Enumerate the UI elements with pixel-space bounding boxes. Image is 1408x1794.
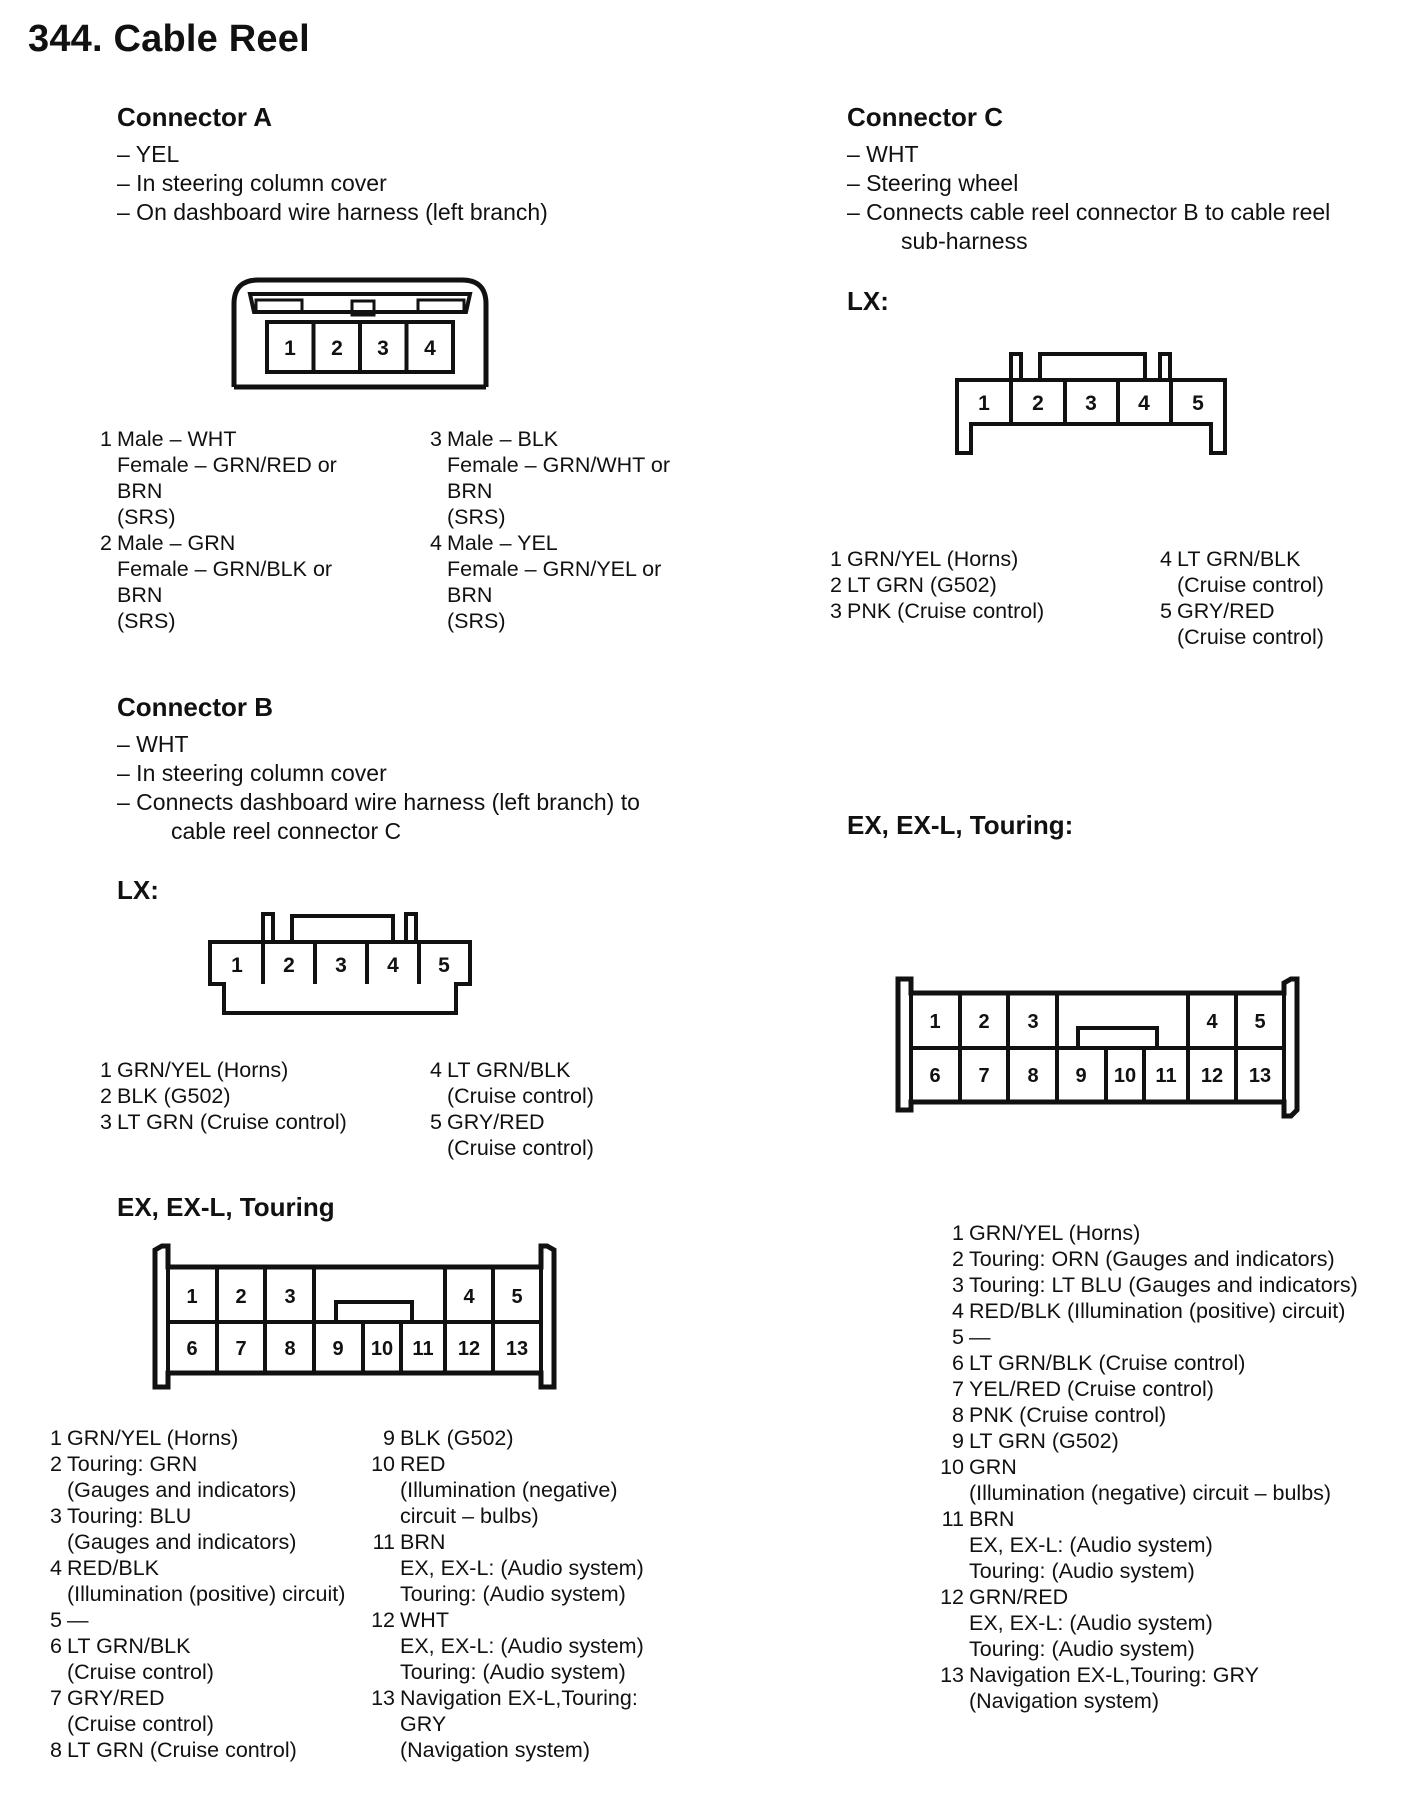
connector-b-heading: Connector B bbox=[117, 692, 273, 722]
pin-number: 1 bbox=[830, 547, 842, 571]
pin-row bbox=[931, 1298, 1358, 1324]
pin-description: Touring: LT BLU (Gauges and indicators) bbox=[969, 1273, 1358, 1297]
pin-number-label: 2 bbox=[331, 337, 343, 360]
connector-b-lx-diagram bbox=[208, 910, 483, 1020]
pin-description: GRN/RED EX, EX-L: (Audio system) Touring: (Audio system) bbox=[969, 1585, 1213, 1661]
connector-b-ex-pins-right bbox=[362, 1425, 644, 1763]
pin-number-label: 1 bbox=[284, 337, 296, 360]
pin-description: RED/BLK (Illumination (positive) circuit) bbox=[67, 1556, 346, 1606]
pin-number-label: 5 bbox=[438, 954, 450, 977]
pin-row bbox=[40, 1451, 345, 1503]
connector-c-lx-pins-left bbox=[820, 546, 1044, 624]
connector-c-ex-label: EX, EX-L, Touring: bbox=[847, 810, 1074, 840]
pin-number: 5 bbox=[430, 1110, 442, 1134]
connector-b-lx-pins-left bbox=[90, 1057, 347, 1135]
pin-description: — bbox=[67, 1608, 89, 1632]
description-line: – WHT bbox=[847, 141, 919, 167]
pin-number-label: 2 bbox=[978, 1011, 990, 1033]
pin-row bbox=[931, 1506, 1358, 1584]
pin-number: 4 bbox=[50, 1556, 62, 1580]
pin-row bbox=[90, 1109, 347, 1135]
pin-number: 13 bbox=[371, 1686, 395, 1710]
pin-number-label: 2 bbox=[283, 954, 295, 977]
connector-c-ex-pins bbox=[931, 1220, 1358, 1714]
pin-number-label: 3 bbox=[1085, 392, 1097, 415]
pin-description: GRY/RED (Cruise control) bbox=[67, 1686, 214, 1736]
pin-number: 6 bbox=[952, 1351, 964, 1375]
pin-row bbox=[90, 1057, 347, 1083]
pin-number: 12 bbox=[940, 1585, 964, 1609]
pin-number: 2 bbox=[830, 573, 842, 597]
description-line: sub-harness bbox=[901, 228, 1028, 254]
pin-description: LT GRN/BLK (Cruise control) bbox=[1177, 547, 1324, 597]
description-line: – Connects cable reel connector B to cable reel bbox=[847, 199, 1331, 225]
description-line: cable reel connector C bbox=[171, 818, 402, 844]
pin-number-label: 2 bbox=[1032, 392, 1044, 415]
page-title: 344. Cable Reel bbox=[28, 18, 310, 60]
pin-number: 5 bbox=[50, 1608, 62, 1632]
pin-description: LT GRN (Cruise control) bbox=[117, 1110, 347, 1134]
pin-row bbox=[420, 426, 670, 530]
pin-row bbox=[931, 1350, 1358, 1376]
pin-number: 7 bbox=[50, 1686, 62, 1710]
connector-b-ex-diagram bbox=[150, 1242, 560, 1392]
pin-description: Male – YEL Female – GRN/YEL or BRN (SRS) bbox=[447, 531, 662, 633]
pin-description: GRN/YEL (Horns) bbox=[847, 547, 1019, 571]
pin-row bbox=[420, 1057, 594, 1109]
connector-a-pins-left bbox=[90, 426, 337, 634]
pin-description: — bbox=[969, 1325, 991, 1349]
description-line: – WHT bbox=[117, 731, 189, 757]
pin-number-label: 1 bbox=[929, 1011, 941, 1033]
pin-number: 2 bbox=[952, 1247, 964, 1271]
pin-description: GRN (Illumination (negative) circuit – bulbs) bbox=[969, 1455, 1332, 1505]
pin-description: BLK (G502) bbox=[400, 1426, 514, 1450]
pin-row bbox=[362, 1529, 644, 1607]
description-line: – In steering column cover bbox=[117, 170, 387, 196]
pin-description: Navigation EX-L,Touring: GRY (Navigation system) bbox=[969, 1663, 1259, 1713]
pin-number-label: 4 bbox=[1206, 1011, 1218, 1033]
connector-c-ex-diagram bbox=[893, 975, 1303, 1125]
pin-row bbox=[931, 1454, 1358, 1506]
pin-description: BRN EX, EX-L: (Audio system) Touring: (Audio system) bbox=[969, 1507, 1213, 1583]
pin-number: 1 bbox=[100, 427, 112, 451]
pin-number: 3 bbox=[830, 599, 842, 623]
pin-description: GRY/RED (Cruise control) bbox=[447, 1110, 594, 1160]
pin-number-label: 12 bbox=[1200, 1065, 1224, 1087]
pin-row bbox=[931, 1402, 1358, 1428]
pin-description: GRN/YEL (Horns) bbox=[969, 1221, 1141, 1245]
connector-c-description bbox=[847, 140, 1330, 256]
pin-description: LT GRN/BLK (Cruise control) bbox=[67, 1634, 214, 1684]
pin-description: PNK (Cruise control) bbox=[969, 1403, 1167, 1427]
pin-row bbox=[820, 546, 1044, 572]
pin-row bbox=[40, 1737, 345, 1763]
description-line: – In steering column cover bbox=[117, 760, 387, 786]
pin-row bbox=[420, 530, 670, 634]
pin-row bbox=[362, 1607, 644, 1685]
description-line: – On dashboard wire harness (left branch) bbox=[117, 199, 548, 225]
pin-number: 1 bbox=[100, 1058, 112, 1082]
pin-number: 10 bbox=[371, 1452, 395, 1476]
connector-b-ex-label: EX, EX-L, Touring bbox=[117, 1192, 335, 1222]
pin-number: 9 bbox=[383, 1426, 395, 1450]
pin-row bbox=[420, 1109, 594, 1161]
pin-row bbox=[40, 1633, 345, 1685]
pin-description: LT GRN/BLK (Cruise control) bbox=[969, 1351, 1246, 1375]
pin-number: 8 bbox=[952, 1403, 964, 1427]
description-line: – Steering wheel bbox=[847, 170, 1019, 196]
pin-description: GRN/YEL (Horns) bbox=[67, 1426, 239, 1450]
pin-description: WHT EX, EX-L: (Audio system) Touring: (Audio system) bbox=[400, 1608, 644, 1684]
pin-description: Touring: GRN (Gauges and indicators) bbox=[67, 1452, 297, 1502]
pin-number: 1 bbox=[50, 1426, 62, 1450]
pin-description: BLK (G502) bbox=[117, 1084, 231, 1108]
pin-number-label: 4 bbox=[463, 1286, 475, 1308]
connector-a-heading: Connector A bbox=[117, 102, 273, 132]
pin-row bbox=[931, 1584, 1358, 1662]
pin-number-label: 3 bbox=[284, 1286, 296, 1308]
pin-number: 3 bbox=[430, 427, 442, 451]
pin-row bbox=[820, 598, 1044, 624]
pin-number-label: 4 bbox=[1138, 392, 1150, 415]
pin-row bbox=[820, 572, 1044, 598]
pin-row bbox=[40, 1607, 345, 1633]
connector-c-lx-label: LX: bbox=[847, 286, 889, 316]
pin-number: 2 bbox=[100, 531, 112, 555]
pin-description: PNK (Cruise control) bbox=[847, 599, 1045, 623]
pin-row bbox=[90, 426, 337, 530]
pin-number-label: 1 bbox=[231, 954, 243, 977]
pin-number: 4 bbox=[430, 1058, 442, 1082]
pin-number-label: 7 bbox=[235, 1338, 247, 1360]
pin-number-label: 10 bbox=[370, 1338, 394, 1360]
pin-number-label: 4 bbox=[387, 954, 399, 977]
pin-number-label: 1 bbox=[186, 1286, 198, 1308]
pin-number-label: 1 bbox=[978, 392, 990, 415]
pin-number-label: 2 bbox=[235, 1286, 247, 1308]
pin-description: Touring: ORN (Gauges and indicators) bbox=[969, 1247, 1335, 1271]
pin-description: LT GRN/BLK (Cruise control) bbox=[447, 1058, 594, 1108]
connector-a-diagram bbox=[230, 276, 500, 391]
pin-number: 2 bbox=[100, 1084, 112, 1108]
pin-row bbox=[931, 1220, 1358, 1246]
connector-b-ex-pins-left bbox=[40, 1425, 345, 1763]
pin-description: LT GRN (G502) bbox=[969, 1429, 1119, 1453]
pin-number: 4 bbox=[430, 531, 442, 555]
pin-number: 13 bbox=[940, 1663, 964, 1687]
pin-row bbox=[1150, 546, 1324, 598]
pin-row bbox=[931, 1662, 1358, 1714]
pin-number-label: 9 bbox=[1075, 1065, 1087, 1087]
pin-description: Touring: BLU (Gauges and indicators) bbox=[67, 1504, 297, 1554]
pin-row bbox=[90, 1083, 347, 1109]
pin-number-label: 3 bbox=[335, 954, 347, 977]
pin-number: 3 bbox=[50, 1504, 62, 1528]
pin-number-label: 6 bbox=[929, 1065, 941, 1087]
pin-number-label: 12 bbox=[457, 1338, 481, 1360]
pin-row bbox=[40, 1425, 345, 1451]
pin-number-label: 8 bbox=[1027, 1065, 1039, 1087]
pin-number-label: 6 bbox=[186, 1338, 198, 1360]
pin-number: 4 bbox=[952, 1299, 964, 1323]
pin-row bbox=[40, 1685, 345, 1737]
pin-number-label: 3 bbox=[1027, 1011, 1039, 1033]
pin-number: 9 bbox=[952, 1429, 964, 1453]
pin-row bbox=[931, 1324, 1358, 1350]
connector-c-lx-diagram bbox=[955, 350, 1230, 460]
pin-number-label: 3 bbox=[377, 337, 389, 360]
pin-row bbox=[931, 1376, 1358, 1402]
pin-number: 2 bbox=[50, 1452, 62, 1476]
description-line: – YEL bbox=[117, 141, 180, 167]
pin-row bbox=[931, 1272, 1358, 1298]
pin-description: Navigation EX-L,Touring: GRY (Navigation system) bbox=[400, 1686, 638, 1762]
pin-number: 8 bbox=[50, 1738, 62, 1762]
pin-number-label: 9 bbox=[332, 1338, 344, 1360]
pin-number-label: 13 bbox=[1248, 1065, 1272, 1087]
pin-number: 3 bbox=[100, 1110, 112, 1134]
connector-a-description bbox=[117, 140, 548, 227]
pin-number: 1 bbox=[952, 1221, 964, 1245]
description-line: – Connects dashboard wire harness (left branch) to bbox=[117, 789, 640, 815]
pin-description: RED (Illumination (negative) circuit – bulbs) bbox=[400, 1452, 618, 1528]
pin-number-label: 8 bbox=[284, 1338, 296, 1360]
pin-description: Male – BLK Female – GRN/WHT or BRN (SRS) bbox=[447, 427, 670, 529]
pin-row bbox=[40, 1555, 345, 1607]
connector-c-lx-pins-right bbox=[1150, 546, 1324, 650]
pin-description: Male – GRN Female – GRN/BLK or BRN (SRS) bbox=[117, 531, 333, 633]
pin-number-label: 5 bbox=[1254, 1011, 1266, 1033]
pin-number-label: 7 bbox=[978, 1065, 990, 1087]
pin-number-label: 5 bbox=[1192, 392, 1204, 415]
connector-b-lx-pins-right bbox=[420, 1057, 594, 1161]
pin-number: 3 bbox=[952, 1273, 964, 1297]
pin-description: BRN EX, EX-L: (Audio system) Touring: (Audio system) bbox=[400, 1530, 644, 1606]
pin-number: 5 bbox=[952, 1325, 964, 1349]
pin-number-label: 5 bbox=[511, 1286, 523, 1308]
pin-description: RED/BLK (Illumination (positive) circuit) bbox=[969, 1299, 1346, 1323]
pin-row bbox=[362, 1451, 644, 1529]
connector-c-heading: Connector C bbox=[847, 102, 1003, 132]
pin-number-label: 11 bbox=[1155, 1065, 1177, 1087]
pin-number: 6 bbox=[50, 1634, 62, 1658]
pin-number: 11 bbox=[372, 1530, 395, 1554]
pin-number: 7 bbox=[952, 1377, 964, 1401]
pin-row bbox=[90, 530, 337, 634]
pin-description: GRN/YEL (Horns) bbox=[117, 1058, 289, 1082]
pin-row bbox=[1150, 598, 1324, 650]
pin-number: 12 bbox=[371, 1608, 395, 1632]
pin-row bbox=[40, 1503, 345, 1555]
pin-number: 5 bbox=[1160, 599, 1172, 623]
pin-number: 4 bbox=[1160, 547, 1172, 571]
pin-description: LT GRN (Cruise control) bbox=[67, 1738, 297, 1762]
pin-description: GRY/RED (Cruise control) bbox=[1177, 599, 1324, 649]
pin-description: LT GRN (G502) bbox=[847, 573, 997, 597]
pin-row bbox=[362, 1685, 644, 1763]
pin-number-label: 13 bbox=[505, 1338, 529, 1360]
pin-row bbox=[931, 1246, 1358, 1272]
pin-row bbox=[362, 1425, 644, 1451]
pin-row bbox=[931, 1428, 1358, 1454]
pin-description: Male – WHT Female – GRN/RED or BRN (SRS) bbox=[117, 427, 337, 529]
connector-b-description bbox=[117, 730, 640, 846]
pin-description: YEL/RED (Cruise control) bbox=[969, 1377, 1214, 1401]
connector-b-lx-label: LX: bbox=[117, 875, 159, 905]
pin-number-label: 10 bbox=[1113, 1065, 1137, 1087]
pin-number: 11 bbox=[941, 1507, 964, 1531]
pin-number-label: 4 bbox=[424, 337, 436, 360]
pin-number: 10 bbox=[940, 1455, 964, 1479]
connector-a-pins-right bbox=[420, 426, 670, 634]
pin-number-label: 11 bbox=[412, 1338, 434, 1360]
